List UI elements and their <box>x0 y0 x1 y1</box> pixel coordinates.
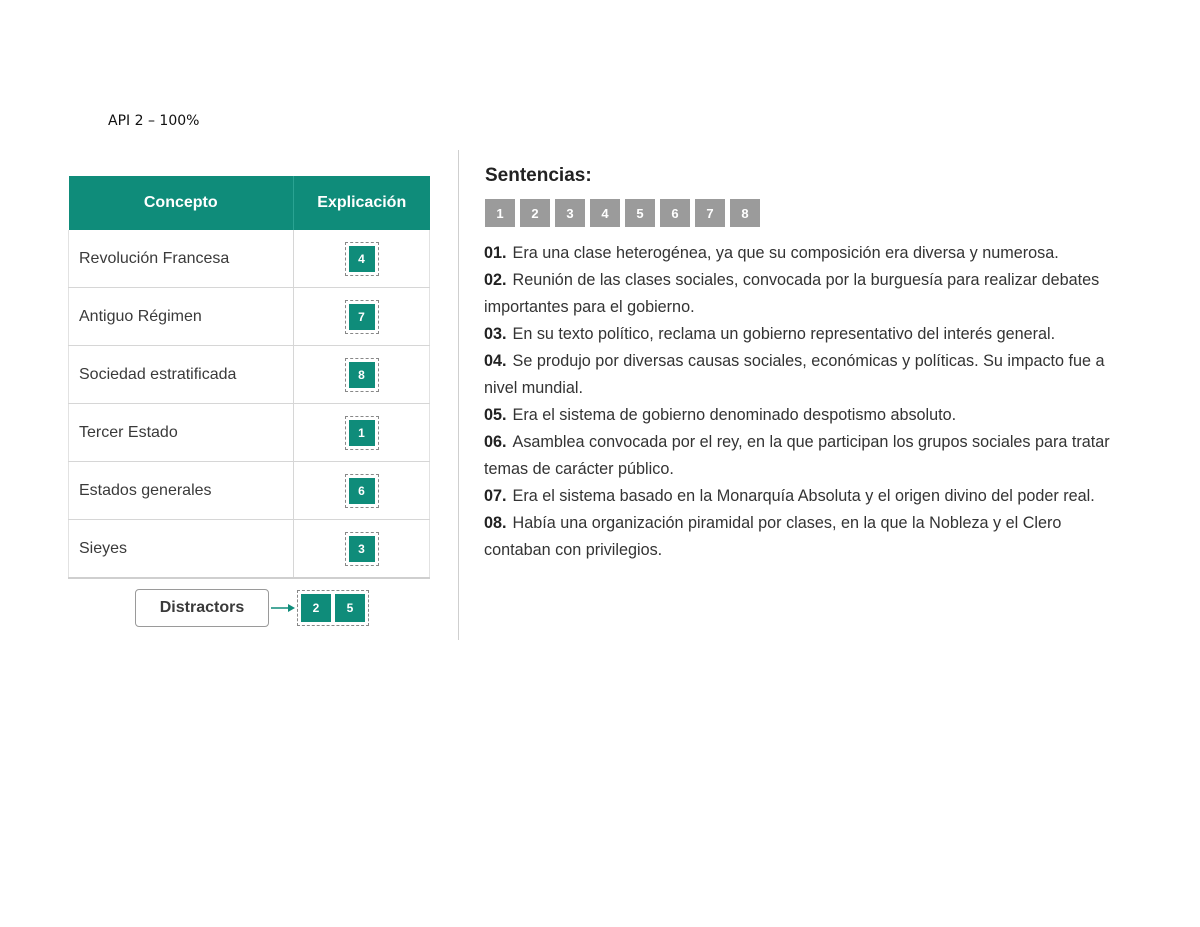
number-tile[interactable]: 4 <box>590 199 620 227</box>
sentence-number: 02. <box>484 271 507 289</box>
sentence-item <box>484 402 1124 429</box>
sentence-item <box>484 510 1124 564</box>
sentence-list <box>484 240 1124 564</box>
table-row <box>69 346 430 404</box>
sentence-number: 06. <box>484 433 507 451</box>
match-table <box>68 176 430 579</box>
number-tile[interactable]: 3 <box>555 199 585 227</box>
answer-chip[interactable]: 6 <box>349 478 375 504</box>
distractors-group <box>135 589 369 627</box>
table-row <box>69 520 430 579</box>
drop-slot[interactable] <box>345 474 379 508</box>
sentence-text: En su texto político, reclama un gobierno representativo del interés general. <box>512 325 1056 343</box>
number-tile[interactable]: 5 <box>625 199 655 227</box>
drop-slot[interactable] <box>345 242 379 276</box>
arrow-right-icon <box>271 601 295 615</box>
sentence-text: Asamblea convocada por el rey, en la que participan los grupos sociales para tratar temas de carácter público. <box>484 433 1110 478</box>
sentence-item <box>484 429 1124 483</box>
sentence-text: Era el sistema de gobierno denominado despotismo absoluto. <box>512 406 957 424</box>
answer-chip[interactable]: 1 <box>349 420 375 446</box>
column-header-explanation: Explicación <box>294 176 430 230</box>
sentence-item <box>484 483 1124 510</box>
distractor-chip[interactable]: 2 <box>301 594 331 622</box>
number-tile[interactable]: 1 <box>485 199 515 227</box>
sentence-item <box>484 240 1124 267</box>
sentence-number: 03. <box>484 325 507 343</box>
drop-slot[interactable] <box>345 358 379 392</box>
answer-chip[interactable]: 3 <box>349 536 375 562</box>
concept-label: Estados generales <box>69 462 294 520</box>
answer-chip[interactable]: 8 <box>349 362 375 388</box>
sentence-number: 08. <box>484 514 507 532</box>
number-tile[interactable]: 6 <box>660 199 690 227</box>
sentence-number: 07. <box>484 487 507 505</box>
header-note: API 2 – 100% <box>108 113 200 129</box>
drop-slot[interactable] <box>345 416 379 450</box>
sentence-item <box>484 267 1124 321</box>
concept-label: Revolución Francesa <box>69 230 294 288</box>
table-row <box>69 288 430 346</box>
sentence-text: Se produjo por diversas causas sociales, económicas y políticas. Su impacto fue a nivel mundial. <box>484 352 1105 397</box>
answer-chip[interactable]: 7 <box>349 304 375 330</box>
number-tile[interactable]: 2 <box>520 199 550 227</box>
sentence-text: Era el sistema basado en la Monarquía Absoluta y el origen divino del poder real. <box>512 487 1095 505</box>
divider <box>458 150 459 640</box>
number-tiles <box>485 199 760 227</box>
drop-slot[interactable] <box>345 300 379 334</box>
sentence-item <box>484 321 1124 348</box>
drop-slot[interactable] <box>345 532 379 566</box>
distractor-chip[interactable]: 5 <box>335 594 365 622</box>
sentence-number: 01. <box>484 244 507 262</box>
distractors-button[interactable]: Distractors <box>135 589 269 627</box>
sentence-text: Era una clase heterogénea, ya que su composición era diversa y numerosa. <box>512 244 1059 262</box>
column-header-concept: Concepto <box>69 176 294 230</box>
sentence-text: Reunión de las clases sociales, convocada por la burguesía para realizar debates importantes para el gobierno. <box>484 271 1100 316</box>
table-row <box>69 404 430 462</box>
number-tile[interactable]: 8 <box>730 199 760 227</box>
sentence-item <box>484 348 1124 402</box>
answer-chip[interactable]: 4 <box>349 246 375 272</box>
concept-label: Antiguo Régimen <box>69 288 294 346</box>
sentences-title: Sentencias: <box>485 165 592 186</box>
sentence-number: 04. <box>484 352 507 370</box>
sentence-text: Había una organización piramidal por clases, en la que la Nobleza y el Clero contaban con privilegios. <box>484 514 1062 559</box>
table-row <box>69 230 430 288</box>
sentence-number: 05. <box>484 406 507 424</box>
concept-label: Sieyes <box>69 520 294 579</box>
concept-label: Tercer Estado <box>69 404 294 462</box>
concept-label: Sociedad estratificada <box>69 346 294 404</box>
number-tile[interactable]: 7 <box>695 199 725 227</box>
distractor-slot[interactable] <box>297 590 369 626</box>
table-row <box>69 462 430 520</box>
